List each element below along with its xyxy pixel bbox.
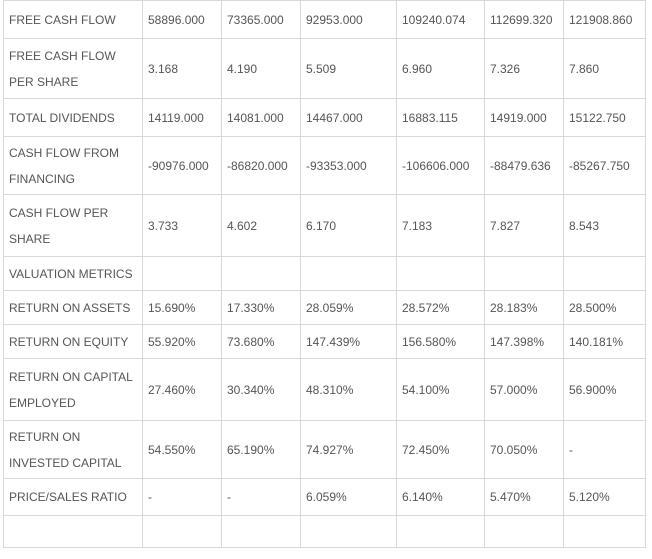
table-cell (222, 516, 301, 548)
table-cell (301, 257, 397, 291)
table-cell: 14081.000 (222, 99, 301, 137)
table-cell: 5.470% (485, 479, 564, 516)
row-label (4, 516, 143, 548)
table-cell (397, 257, 485, 291)
table-cell: 30.340% (222, 359, 301, 421)
table-cell: - (222, 479, 301, 516)
table-cell: 7.183 (397, 195, 485, 257)
table-cell: 121908.860 (564, 1, 646, 39)
table-cell: 16883.115 (397, 99, 485, 137)
table-cell: 27.460% (143, 359, 222, 421)
table-cell: 70.050% (485, 421, 564, 479)
table-cell: 28.059% (301, 291, 397, 325)
row-label: RETURN ON ASSETS (4, 291, 143, 325)
table-cell: 72.450% (397, 421, 485, 479)
table-row (4, 325, 646, 359)
table-cell: 54.100% (397, 359, 485, 421)
table-cell: 8.543 (564, 195, 646, 257)
table-cell (301, 516, 397, 548)
table-cell: 6.059% (301, 479, 397, 516)
table-cell: 6.140% (397, 479, 485, 516)
table-cell: 140.181% (564, 325, 646, 359)
table-row (4, 1, 646, 39)
table-cell (143, 516, 222, 548)
table-cell: 28.500% (564, 291, 646, 325)
row-label: RETURN ON INVESTED CAPITAL (4, 421, 143, 479)
table-cell (143, 257, 222, 291)
table-row (4, 137, 646, 195)
table-cell (564, 257, 646, 291)
table-cell: 6.960 (397, 39, 485, 99)
table-cell: 74.927% (301, 421, 397, 479)
table-cell: 14119.000 (143, 99, 222, 137)
table-row (4, 359, 646, 421)
table-cell: 28.183% (485, 291, 564, 325)
table-cell: - (564, 421, 646, 479)
table-cell (397, 516, 485, 548)
table-row (4, 479, 646, 516)
row-label: RETURN ON CAPITAL EMPLOYED (4, 359, 143, 421)
table-cell: -106606.000 (397, 137, 485, 195)
row-label: CASH FLOW PER SHARE (4, 195, 143, 257)
row-label: VALUATION METRICS (4, 257, 143, 291)
table-cell: -85267.750 (564, 137, 646, 195)
table-row (4, 195, 646, 257)
table-cell: 73.680% (222, 325, 301, 359)
table-cell: 7.860 (564, 39, 646, 99)
row-label: FREE CASH FLOW PER SHARE (4, 39, 143, 99)
table-cell: 109240.074 (397, 1, 485, 39)
table-cell: -90976.000 (143, 137, 222, 195)
table-cell: -88479.636 (485, 137, 564, 195)
row-label: PRICE/SALES RATIO (4, 479, 143, 516)
table-cell (222, 257, 301, 291)
table-cell: 6.170 (301, 195, 397, 257)
table-row (4, 39, 646, 99)
table-row (4, 516, 646, 548)
table-cell: 7.827 (485, 195, 564, 257)
table-cell: 58896.000 (143, 1, 222, 39)
financial-metrics-table (3, 0, 646, 548)
row-label: FREE CASH FLOW (4, 1, 143, 39)
table-cell: 54.550% (143, 421, 222, 479)
table-row (4, 291, 646, 325)
table-row (4, 257, 646, 291)
table-cell: 3.733 (143, 195, 222, 257)
table-cell: 4.190 (222, 39, 301, 99)
table-cell (485, 516, 564, 548)
table-cell: 14467.000 (301, 99, 397, 137)
table-cell: 65.190% (222, 421, 301, 479)
row-label: CASH FLOW FROM FINANCING (4, 137, 143, 195)
table-cell: 15122.750 (564, 99, 646, 137)
table-cell: 92953.000 (301, 1, 397, 39)
table-cell (485, 257, 564, 291)
table-cell: 5.120% (564, 479, 646, 516)
table-cell: 15.690% (143, 291, 222, 325)
table-cell: 4.602 (222, 195, 301, 257)
table-row (4, 99, 646, 137)
row-label: RETURN ON EQUITY (4, 325, 143, 359)
table-cell: - (143, 479, 222, 516)
row-label: TOTAL DIVIDENDS (4, 99, 143, 137)
table-cell (564, 516, 646, 548)
table-cell: 147.398% (485, 325, 564, 359)
table-cell: 147.439% (301, 325, 397, 359)
table-cell: 48.310% (301, 359, 397, 421)
table-cell: -86820.000 (222, 137, 301, 195)
table-cell: 3.168 (143, 39, 222, 99)
table-cell: 5.509 (301, 39, 397, 99)
table-cell: 73365.000 (222, 1, 301, 39)
table-cell: 14919.000 (485, 99, 564, 137)
table-cell: 17.330% (222, 291, 301, 325)
table-cell: 156.580% (397, 325, 485, 359)
table-cell: 56.900% (564, 359, 646, 421)
table-cell: 28.572% (397, 291, 485, 325)
table-row (4, 421, 646, 479)
table-cell: 57.000% (485, 359, 564, 421)
table-cell: 7.326 (485, 39, 564, 99)
table-cell: 55.920% (143, 325, 222, 359)
table-cell: -93353.000 (301, 137, 397, 195)
table-cell: 112699.320 (485, 1, 564, 39)
